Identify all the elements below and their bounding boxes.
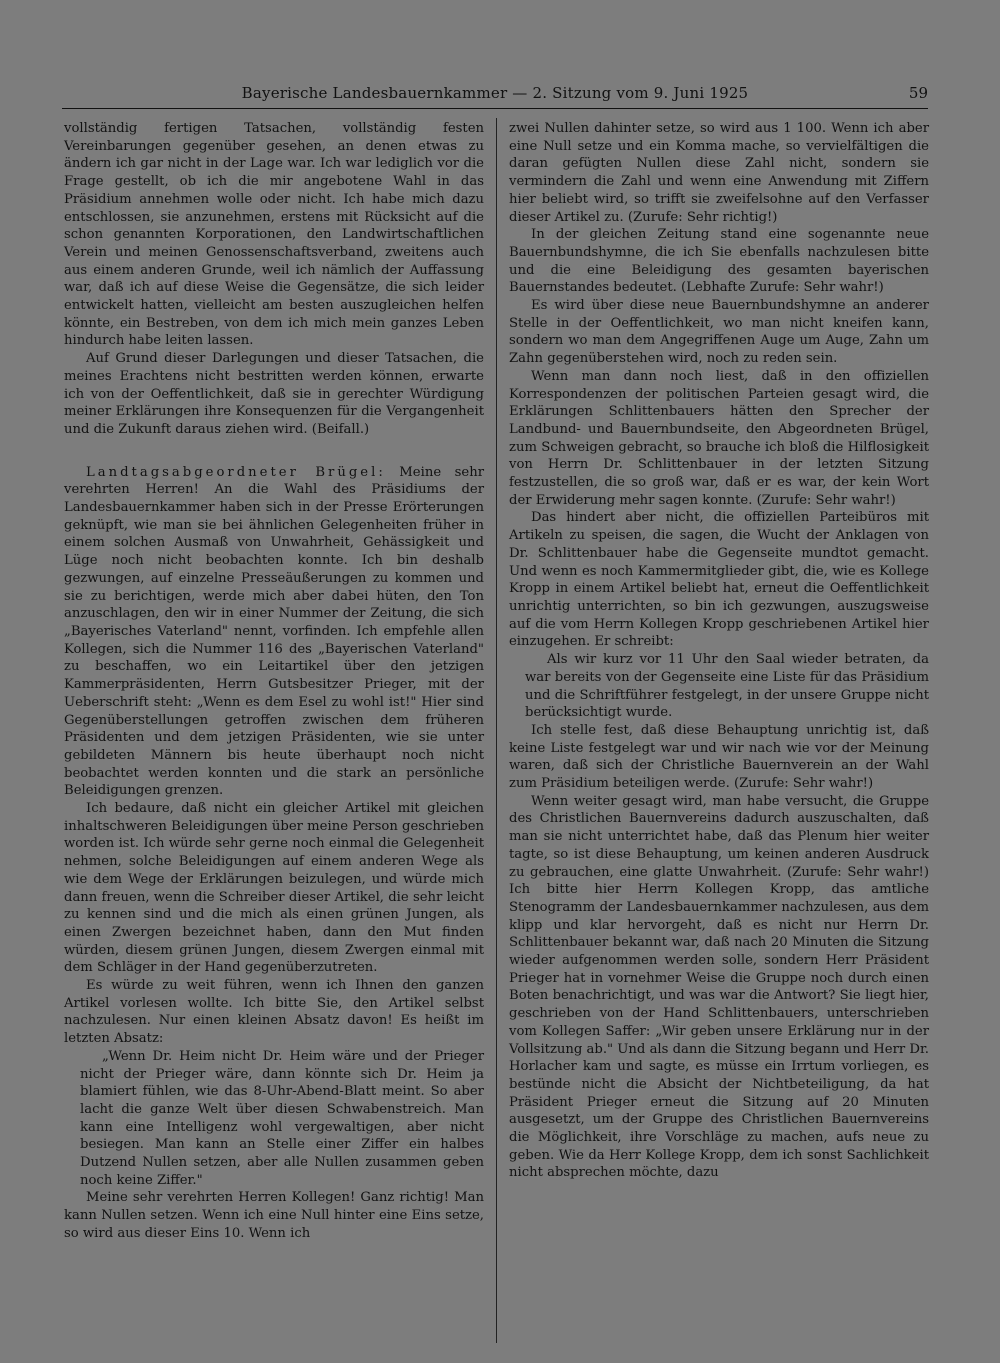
column-divider (496, 118, 497, 1343)
section-gap (64, 439, 484, 464)
paragraph: vollständig fertigen Tatsachen, vollständig festen Vereinbarungen gegenüber gesehen, an denen etwas zu ändern ich gar nicht in der Lage war. Ich war lediglich vor die Frage gestellt, ob ich die mir angebotene Wahl in das Präsidium annehmen wolle oder nicht. Ich habe mich dazu entschlossen, sie anzunehmen, erstens mit Rücksicht auf die schon genannten Korporationen, den Landwirtschaftlichen Verein und meinen Genossenschaftsverband, zweitens auch aus einem anderen Grunde, weil ich nämlich der Auffassung war, daß ich auf diese Weise die Gegensätze, die sich leider entwickelt hatten, vielleicht am besten auszugleichen helfen könnte, ein Bestreben, von dem ich mich mein ganzes Leben hindurch habe leiten lassen. (64, 121, 484, 349)
paragraph: Auf Grund dieser Darlegungen und dieser Tatsachen, die meines Erachtens nicht bestritten werden können, erwarte ich von der Oeffentlichkeit, daß sie in gerechter Würdigung meiner Erklärungen ihre Konsequenzen für die Vergangenheit und die Zukunft daraus ziehen wird. (Beifall.) (64, 351, 484, 437)
quotation: „Wenn Dr. Heim nicht Dr. Heim wäre und der Prieger nicht der Prieger wäre, dann könnte sich Dr. Heim ja blamiert fühlen, wie das 8-Uhr-Abend-Blatt meint. So aber lacht die ganze Welt über diesen Schwabenstreich. Man kann eine Intelligenz wohl vergewaltigen, aber nicht besiegen. Man kann an Stelle einer Ziffer ein halbes Dutzend Nullen setzen, aber alle Nullen zusammen geben noch keine Ziffer." (80, 1048, 484, 1188)
paragraph: Meine sehr verehrten Herren Kollegen! Ganz richtig! Man kann Nullen setzen. Wenn ich eine Null hinter eine Eins setze, so wird aus dieser Eins 10. Wenn ich (64, 1190, 484, 1241)
quotation: Als wir kurz vor 11 Uhr den Saal wieder betraten, da war bereits von der Gegenseite eine Liste für das Präsidium und die Schriftführer festgelegt, in der unsere Gruppe nicht berücksichtigt wurde. (525, 652, 929, 721)
speech-text: Meine sehr verehrten Herren! An die Wahl des Präsidiums der Landesbauernkammer haben sich in der Presse Erörterungen geknüpft, wie man sie bei ähnlichen Gelegenheiten früher in einem solchen Ausmaß von Unwahrheit, Gehässigkeit und Lüge noch nicht beobachten konnte. Ich bin deshalb gezwungen, auf einzelne Presseäußerungen zu kommen und sie zu berichtigen, werde mich aber dabei hüten, den Ton anzuschlagen, den wir in einer Nummer der Zeitung, die sich „Bayerisches Vaterland" nennt, vorfinden. Ich empfehle allen Kollegen, sich die Nummer 116 des „Bayerischen Vaterland" zu beschaffen, wo ein Leitartikel über den jetzigen Kammerpräsidenten, Herrn Gutsbesitzer Prieger, mit der Ueberschrift steht: „Wenn es dem Esel zu wohl ist!" Hier sind Gegenüberstellungen getroffen zwischen dem früheren Präsidenten und dem jetzigen Präsidenten, wie sie unter gebildeten Männern bis heute überhaupt noch nicht beobachtet werden konnten und die stark an persönliche Beleidigungen grenzen. (64, 464, 484, 799)
speaker-paragraph (64, 464, 484, 800)
paragraph: Ich stelle fest, daß diese Behauptung unrichtig ist, daß keine Liste festgelegt war und wir nach wie vor der Meinung waren, daß sich der Christliche Bauernverein an der Wahl zum Präsidium beteiligen werde. (Zurufe: Sehr wahr!) (509, 722, 929, 792)
header-title: Bayerische Landesbauernkammer — 2. Sitzung vom 9. Juni 1925 (241, 84, 749, 102)
page-number: 59 (908, 84, 928, 102)
speaker-name: Landtagsabgeordneter Brügel: (86, 464, 386, 480)
paragraph: Wenn man dann noch liest, daß in den offiziellen Korrespondenzen der politischen Parteien gesagt wird, die Erklärungen Schlittenbauers hätten den Sprecher der Landbund- und Bauernbundseite, den Abgeordneten Brügel, zum Schweigen gebracht, so brauche ich bloß die Hilflosigkeit von Herrn Dr. Schlittenbauer in der letzten Sitzung festzustellen, die so groß war, daß er es war, der kein Wort der Erwiderung mehr sagen konnte. (Zurufe: Sehr wahr!) (509, 368, 929, 508)
paragraph: Wenn weiter gesagt wird, man habe versucht, die Gruppe des Christlichen Bauernvereins dadurch auszuschalten, daß man sie nicht unterrichtet habe, daß das Plenum hier weiter tagte, so ist diese Behauptung, um keinen anderen Ausdruck zu gebrauchen, eine glatte Unwahrheit. (Zurufe: Sehr wahr!) Ich bitte hier Herrn Kollegen Kropp, das amtliche Stenogramm der Landesbauernkammer nachzulesen, aus dem klipp und klar hervorgeht, daß es nicht nur Herrn Dr. Schlittenbauer bekannt war, daß nach 20 Minuten die Sitzung wieder aufgenommen werden solle, sondern Herr Präsident Prieger hat in vornehmer Weise die Gruppe noch durch einen Boten benachrichtigt, und was war die Antwort? Sie liegt hier, geschrieben von der Hand Schlittenbauers, unterschrieben vom Kollegen Saffer: „Wir geben unsere Erklärung nur in der Vollsitzung ab." Und als dann die Sitzung begann und Herr Dr. Horlacher kam und sagte, es müsse ein Irrtum vorliegen, es bestünde nicht die Absicht der Nichtbeteiligung, da hat Präsident Prieger erneut die Sitzung auf 20 Minuten ausgesetzt, um der Gruppe des Christlichen Bauernvereins die Möglichkeit, ihre Vorschläge zu machen, aufs neue zu geben. Wie da Herr Kollege Kropp, dem ich sonst Sachlichkeit nicht absprechen möchte, dazu (509, 793, 929, 1181)
paragraph: Ich bedaure, daß nicht ein gleicher Artikel mit gleichen inhaltschweren Beleidigungen über meine Person geschrieben worden ist. Ich würde sehr gerne noch einmal die Gelegenheit nehmen, solche Beleidigungen auf einem anderen Wege als wie dem Wege der Erklärungen beizulegen, und würde mich dann freuen, wenn die Schreiber dieser Artikel, die sehr leicht zu kennen sind und die mich als einen grünen Jungen, als einen Zwergen bezeichnet haben, dann den Mut finden würden, diesem grünen Jungen, diesem Zwergen einmal mit dem Schläger in der Hand gegenüberzutreten. (64, 801, 484, 976)
paragraph: Es würde zu weit führen, wenn ich Ihnen den ganzen Artikel vorlesen wollte. Ich bitte Sie, den Artikel selbst nachzulesen. Nur einen kleinen Absatz davon! Es heißt im letzten Absatz: (64, 978, 484, 1047)
paragraph: zwei Nullen dahinter setze, so wird aus 1 100. Wenn ich aber eine Null setze und ein Komma mache, so vervielfältigen die daran gefügten Nullen diese Zahl nicht, sondern sie vermindern die Zahl und wenn eine Anwendung mit Ziffern hier beliebt wird, so trifft sie zweifelsohne auf den Verfasser dieser Artikel zu. (Zurufe: Sehr richtig!) (509, 121, 929, 225)
right-column (509, 120, 929, 1182)
paragraph: Das hindert aber nicht, die offiziellen Parteibüros mit Artikeln zu speisen, die sagen, die Wucht der Anklagen von Dr. Schlittenbauer habe die Gegenseite mundtot gemacht. Und wenn es noch Kammermitglieder gibt, die, wie es Kollege Kropp in einem Artikel beliebt hat, erneut die Oeffentlichkeit unrichtig unterrichten, so bin ich gezwungen, auszugsweise auf die vom Herrn Kollegen Kropp geschriebenen Artikel hier einzugehen. Er schreibt: (509, 510, 929, 650)
paragraph: Es wird über diese neue Bauernbundshymne an anderer Stelle in der Oeffentlichkeit, wo man nicht kneifen kann, sondern wo man dem Angegriffenen Auge um Auge, Zahn um Zahn gegenüberstehen wird, noch zu reden sein. (509, 298, 929, 367)
left-column (64, 120, 484, 1243)
running-header (62, 84, 928, 109)
paragraph: In der gleichen Zeitung stand eine sogenannte neue Bauernbundshymne, die ich Sie ebenfalls nachzulesen bitte und die eine Beleidigung des gesamten bayerischen Bauernstandes bedeutet. (Lebhafte Zurufe: Sehr wahr!) (509, 227, 929, 296)
